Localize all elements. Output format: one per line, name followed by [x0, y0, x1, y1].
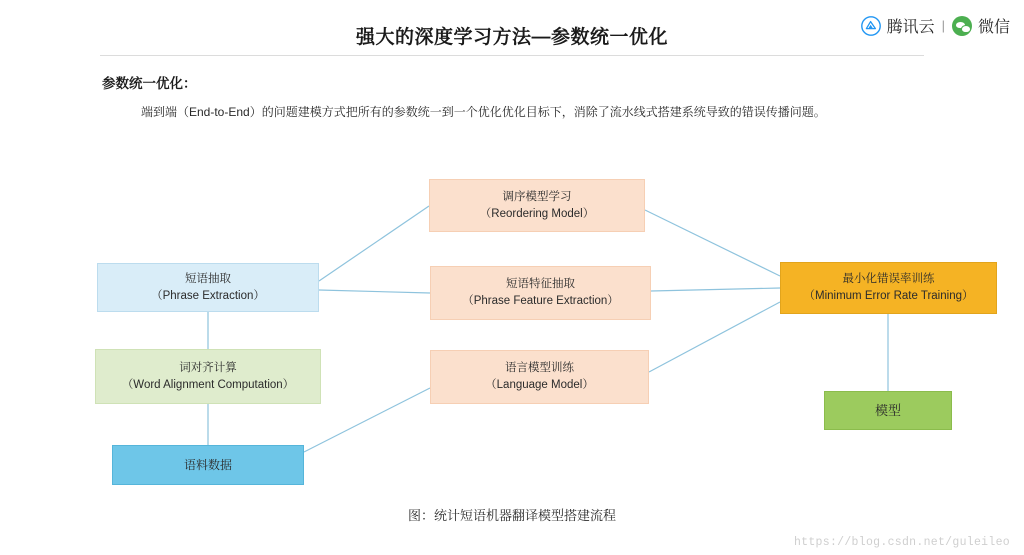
node-label-cn: 词对齐计算: [179, 361, 237, 374]
node-label-en: （Reordering Model）: [479, 207, 595, 220]
node-corpus-data[interactable]: [112, 445, 304, 485]
brand-separator: |: [941, 18, 945, 33]
node-phrase-extraction[interactable]: [97, 263, 319, 312]
section-heading: 参数统一优化：: [102, 76, 197, 91]
pipeline-diagram: [0, 150, 1024, 510]
node-label-cn: 短语特征抽取: [506, 278, 575, 290]
node-minimum-error-rate-training[interactable]: [780, 262, 997, 314]
node-model[interactable]: [824, 391, 952, 430]
node-label-cn: 语言模型训练: [505, 362, 574, 374]
node-label-cn: 调序模型学习: [502, 190, 572, 203]
node-phrase-feature-extraction[interactable]: [430, 266, 651, 320]
node-label-cn: 模型: [874, 403, 901, 418]
page-title: 强大的深度学习方法—参数统一优化: [355, 27, 668, 48]
tencent-cloud-icon: [861, 16, 881, 36]
node-label-en: （Word Alignment Computation）: [121, 378, 295, 391]
node-label-en: （Minimum Error Rate Training）: [803, 290, 974, 302]
node-label-cn: 最小化错误率训练: [842, 273, 935, 285]
watermark-url: https://blog.csdn.net/guleileo: [793, 536, 1010, 549]
section-body-text: 端到端（End-to-End）的问题建模方式把所有的参数统一到一个优化优化目标下，消除了流水线式搭建系统导致的错误传播问题。: [141, 105, 826, 119]
node-label-en: （Language Model）: [485, 379, 594, 391]
node-language-model[interactable]: [430, 350, 649, 404]
node-label-cn: 语料数据: [183, 457, 232, 472]
node-label-en: （Phrase Extraction）: [151, 289, 265, 302]
node-reordering-model[interactable]: [429, 179, 645, 232]
brand-lockup: [861, 14, 1010, 37]
node-label-cn: 短语抽取: [185, 272, 231, 285]
node-label-en: （Phrase Feature Extraction）: [462, 295, 619, 307]
title-divider: [100, 55, 924, 56]
wechat-label: 微信: [977, 19, 1010, 36]
node-word-alignment[interactable]: [95, 349, 321, 404]
figure-caption: 图：统计短语机器翻译模型搭建流程: [407, 508, 616, 523]
tencent-cloud-label: 腾讯云: [886, 19, 935, 36]
wechat-icon: [952, 16, 972, 36]
